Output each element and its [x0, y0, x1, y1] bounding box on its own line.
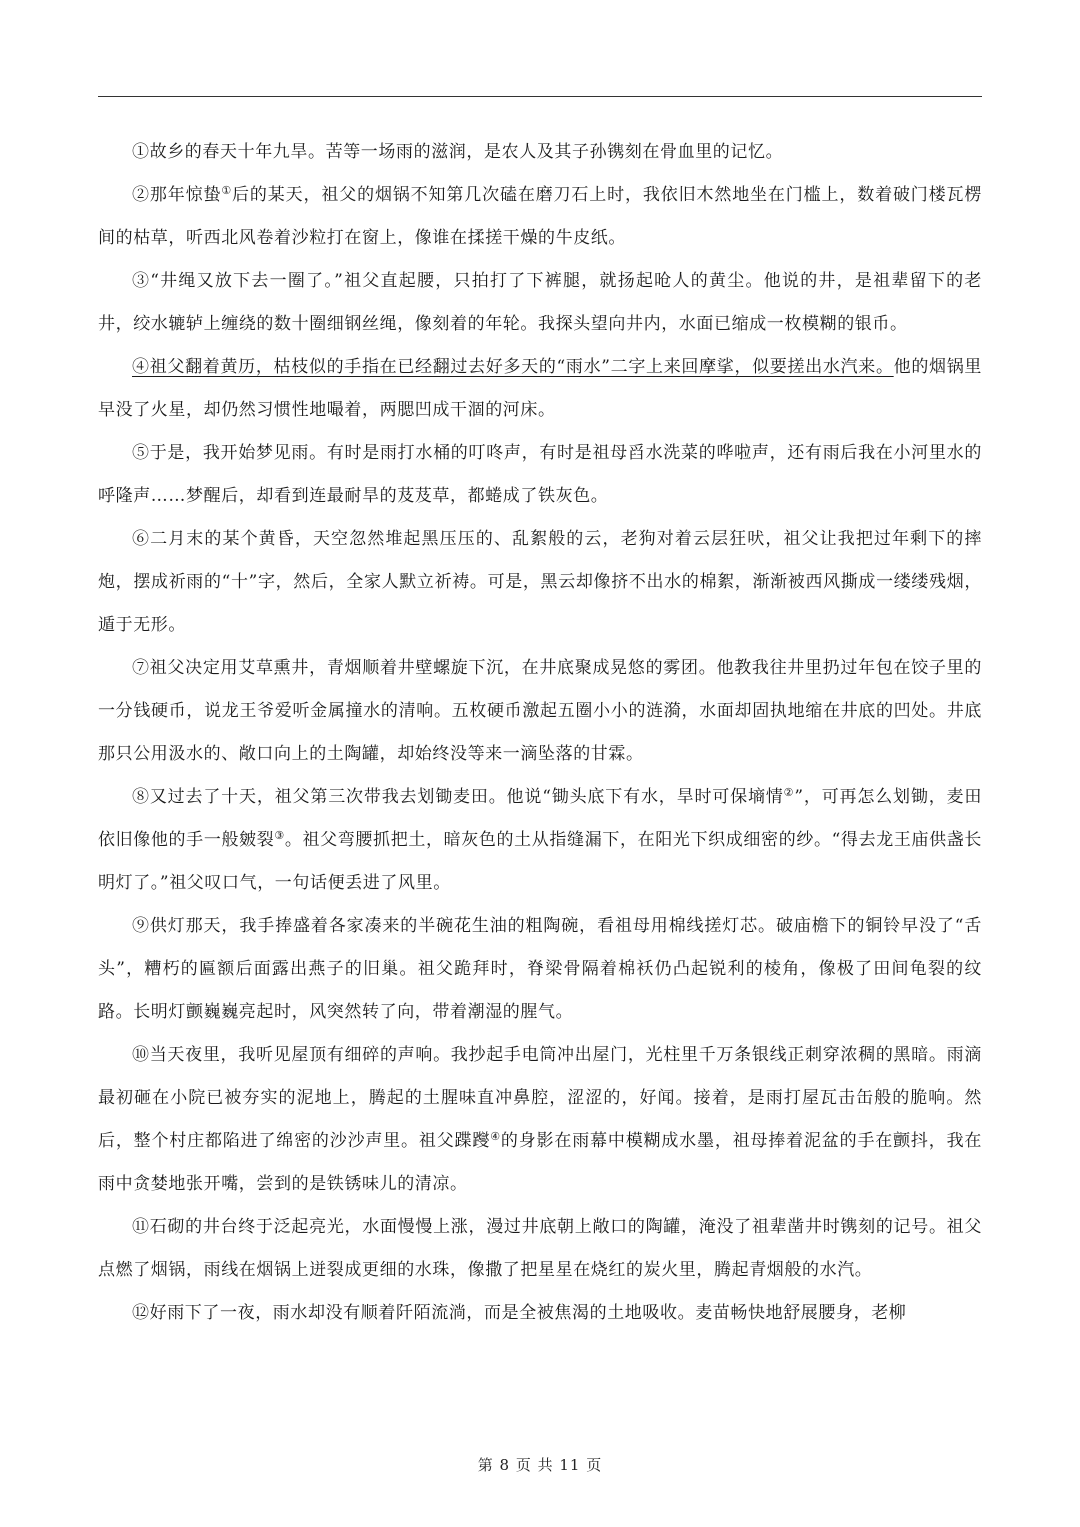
- paragraph-text: ⑫好雨下了一夜，雨水却没有顺着阡陌流淌，而是全被焦渴的土地吸收。麦苗畅快地舒展腰身，老柳: [132, 1303, 907, 1323]
- paragraph-5: [98, 432, 982, 518]
- article-body: [98, 131, 982, 1335]
- paragraph-text: ⑪石砌的井台终于泛起亮光，水面慢慢上涨，漫过井底朝上敞口的陶罐，淹没了祖辈凿井时镌刻的记号。祖父点燃了烟锅，雨线在烟锅上迸裂成更细的水珠，像撒了把星星在烧红的炭火里，腾起青烟般的水汽。: [98, 1217, 982, 1280]
- paragraph-text: 。祖父弯腰抓把土，暗灰色的土从指缝漏下，在阳光下织成细密的纱。“得去龙王庙供盏长明灯了。”祖父叹口气，一句话便丢进了风里。: [98, 830, 982, 893]
- footnote-marker: ④: [490, 1130, 501, 1143]
- paragraph-text: ①故乡的春天十年九旱。苦等一场雨的滋润，是农人及其子孙镌刻在骨血里的记忆。: [132, 142, 784, 162]
- paragraph-text: ⑧又过去了十天，祖父第三次带我去划锄麦田。他说“锄头底下有水，旱时可保墒情: [132, 787, 784, 807]
- paragraph-10: [98, 1034, 982, 1206]
- paragraph-7: [98, 647, 982, 776]
- page-number: 第 8 页 共 11 页: [477, 1456, 603, 1474]
- footnote-marker: ①: [221, 184, 233, 197]
- paragraph-2: [98, 174, 982, 260]
- paragraph-text: ⑤于是，我开始梦见雨。有时是雨打水桶的叮咚声，有时是祖母舀水洗菜的哗啦声，还有雨后我在小河里水的呼隆声……梦醒后，却看到连最耐旱的芨芨草，都蜷成了铁灰色。: [98, 443, 982, 506]
- header-rule: [98, 96, 982, 97]
- paragraph-8: [98, 776, 982, 905]
- paragraph-text: ⑨供灯那天，我手捧盛着各家凑来的半碗花生油的粗陶碗，看祖母用棉线搓灯芯。破庙檐下的铜铃早没了“舌头”，糟朽的匾额后面露出燕子的旧巢。祖父跪拜时，脊梁骨隔着棉袄仍凸起锐利的棱角，像极了田间龟裂的纹路。长明灯颤巍巍亮起时，风突然转了向，带着潮湿的腥气。: [98, 916, 982, 1022]
- paragraph-text: ”，可再怎么划锄，麦田依旧像他的手一般皴裂: [98, 787, 982, 850]
- paragraph-text: ③“井绳又放下去一圈了。”祖父直起腰，只拍打了下裤腿，就扬起呛人的黄尘。他说的井，是祖辈留下的老井，绞水辘轳上缠绕的数十圈细钢丝绳，像刻着的年轮。我探头望向井内，水面已缩成一枚模糊的银币。: [98, 271, 982, 334]
- footnote-marker: ②: [783, 786, 795, 799]
- paragraph-6: [98, 518, 982, 647]
- paragraph-text: ⑥二月末的某个黄昏，天空忽然堆起黑压压的、乱絮般的云，老狗对着云层狂吠，祖父让我把过年剩下的摔炮，摆成祈雨的“十”字，然后，全家人默立祈祷。可是，黑云却像挤不出水的棉絮，渐渐被西风撕成一缕缕残烟，遁于无形。: [98, 529, 982, 635]
- paragraph-9: [98, 905, 982, 1034]
- paragraph-text: 他的烟锅里早没了火星，却仍然习惯性地嘬着，两腮凹成干涸的河床。: [98, 357, 983, 420]
- paragraph-1: [98, 131, 982, 174]
- paragraph-text: 的身影在雨幕中模糊成水墨，祖母捧着泥盆的手在颤抖，我在雨中贪婪地张开嘴，尝到的是铁锈味儿的清凉。: [98, 1131, 983, 1194]
- footnote-marker: ③: [274, 829, 285, 842]
- paragraph-text: 后的某天，祖父的烟锅不知第几次磕在磨刀石上时，我依旧木然地坐在门槛上，数着破门楼瓦楞间的枯草，听西北风卷着沙粒打在窗上，像谁在揉搓干燥的牛皮纸。: [98, 185, 982, 248]
- paragraph-text: ②那年惊蛰: [132, 185, 222, 205]
- paragraph-11: [98, 1206, 982, 1292]
- paragraph-text: ⑩当天夜里，我听见屋顶有细碎的声响。我抄起手电筒冲出屋门，光柱里千万条银线正刺穿浓稠的黑暗。雨滴最初砸在小院已被夯实的泥地上，腾起的土腥味直冲鼻腔，涩涩的，好闻。接着，是雨打屋瓦击缶般的脆响。然后，整个村庄都陷进了绵密的沙沙声里。祖父蹀躞: [98, 1045, 982, 1151]
- underlined-sentence: ④祖父翻着黄历，枯枝似的手指在已经翻过去好多天的“雨水”二字上来回摩挲，似要搓出水汽来。: [132, 357, 894, 377]
- paragraph-3: [98, 260, 982, 346]
- paragraph-12: [98, 1292, 982, 1335]
- paragraph-4: [98, 346, 982, 432]
- paragraph-text: ⑦祖父决定用艾草熏井，青烟顺着井壁螺旋下沉，在井底聚成晃悠的雾团。他教我往井里扔过年包在饺子里的一分钱硬币，说龙王爷爱听金属撞水的清响。五枚硬币激起五圈小小的涟漪，水面却固执地缩在井底的凹处。井底那只公用汲水的、敞口向上的土陶罐，却始终没等来一滴坠落的甘霖。: [98, 658, 982, 764]
